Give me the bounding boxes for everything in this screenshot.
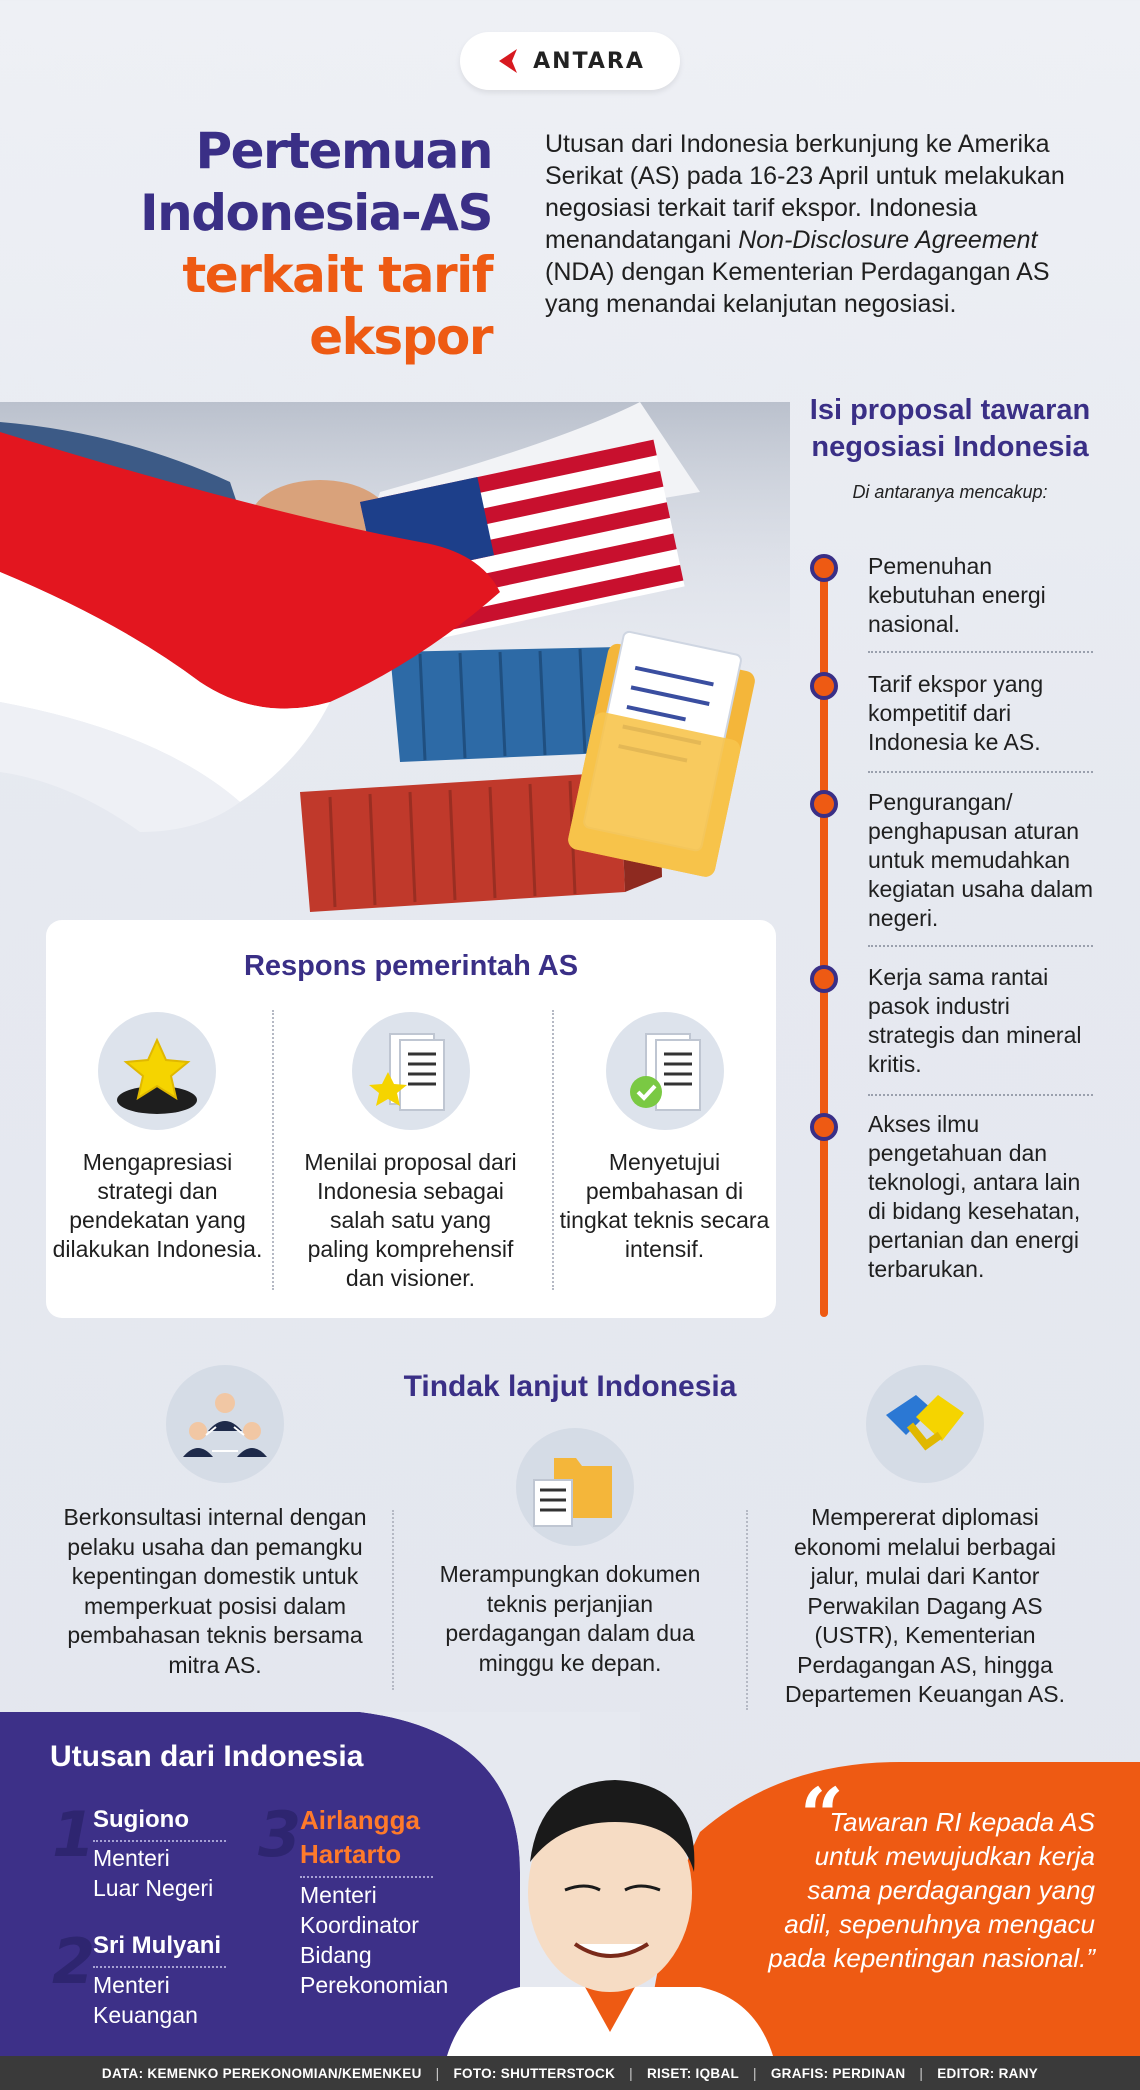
- proposal-item-4: Kerja sama rantai pasok industri strategis dan mineral kritis.: [868, 964, 1082, 1077]
- response-title: Respons pemerintah AS: [243, 950, 579, 982]
- credits-footer: [0, 2056, 1140, 2090]
- star-trophy-icon: [98, 1012, 216, 1130]
- delegate-divider: [93, 1966, 226, 1968]
- proposal-item-3: Pengurangan/ penghapusan aturan untuk memudahkan kegiatan usaha dalam negeri.: [868, 789, 1094, 931]
- delegate-role-line: Luar Negeri: [93, 1875, 214, 1901]
- followup-divider: [746, 1510, 748, 1710]
- delegate-name: Sugiono: [93, 1806, 189, 1833]
- response-text-1: Mengapresiasi strategi dan pendekatan yang dilakukan Indonesia.: [52, 1149, 263, 1262]
- credit-separator: |: [629, 2065, 633, 2081]
- proposal-divider: [868, 651, 1093, 653]
- proposal-subtitle: Di antaranya mencakup:: [852, 482, 1048, 502]
- delegate-divider: [93, 1840, 226, 1842]
- delegate-name: Hartarto: [300, 1839, 402, 1869]
- timeline-dot: [810, 1113, 838, 1141]
- proposal-item-1: Pemenuhan kebutuhan energi nasional.: [868, 553, 1046, 637]
- title-line-1: Pertemuan: [195, 122, 492, 180]
- proposal-divider: [868, 945, 1093, 947]
- response-divider: [552, 1010, 554, 1290]
- antara-wordmark: ANTARA: [533, 48, 645, 74]
- title-line-2: Indonesia-AS: [140, 184, 492, 242]
- intro-part-1: Utusan dari Indonesia berkunjung ke Amerika Serikat (AS) pada 16-23 April untuk melakukan negosiasi terkait tarif ekspor. Indonesia menandatangani: [545, 130, 1065, 254]
- delegate-number: 2: [52, 1925, 96, 1998]
- quote-text: Tawaran RI kepada AS untuk mewujudkan kerja sama perdagangan yang adil, sepenuhnya mengacu pada kepentingan nasional.”: [768, 1807, 1095, 1973]
- delegate-name: Airlangga: [300, 1805, 420, 1835]
- credit-separator: |: [919, 2065, 924, 2081]
- proposal-title: Isi proposal tawaran negosiasi Indonesia: [809, 394, 1091, 463]
- delegate-number: 1: [52, 1798, 96, 1871]
- handshake-icon: [866, 1365, 984, 1483]
- credit-grafis: GRAFIS: PERDINAN: [770, 2065, 906, 2081]
- quote-mark: “: [800, 1771, 844, 1860]
- document-check-icon: [606, 1012, 724, 1130]
- antara-logo: [460, 32, 680, 90]
- timeline-dot: [810, 672, 838, 700]
- people-meeting-icon: [166, 1365, 284, 1483]
- timeline-dot: [810, 554, 838, 582]
- delegate-role-line: Keuangan: [93, 2002, 198, 2028]
- title-line-4: ekspor: [309, 308, 492, 366]
- folder-documents-icon: [516, 1428, 634, 1546]
- followup-text-2: Merampungkan dokumen teknis perjanjian perdagangan dalam dua minggu ke depan.: [439, 1561, 701, 1676]
- hero-illustration: [0, 402, 790, 942]
- proposal-item-2: Tarif ekspor yang kompetitif dari Indonesia ke AS.: [868, 671, 1044, 755]
- credit-riset: RISET: IQBAL: [646, 2065, 740, 2081]
- delegate-role-line: Menteri: [93, 1845, 170, 1871]
- credit-separator: |: [753, 2065, 757, 2081]
- document-star-icon: [352, 1012, 470, 1130]
- page-title: [60, 120, 492, 368]
- proposal-divider: [868, 1094, 1093, 1096]
- credit-editor: EDITOR: RANY: [937, 2065, 1039, 2081]
- timeline-dot: [810, 790, 838, 818]
- delegate-role-line: Menteri: [300, 1882, 377, 1908]
- delegate-name: Sri Mulyani: [93, 1932, 222, 1959]
- antara-logo-icon: [495, 46, 525, 76]
- delegate-number: 3: [258, 1798, 302, 1871]
- credit-separator: |: [435, 2065, 440, 2081]
- response-text-3: Menyetujui pembahasan di tingkat teknis secara intensif.: [559, 1149, 770, 1262]
- proposal-divider: [868, 771, 1093, 773]
- credit-foto: FOTO: SHUTTERSTOCK: [453, 2065, 616, 2081]
- delegate-role-line: Bidang: [300, 1942, 372, 1968]
- intro-paragraph: [545, 128, 1065, 320]
- followup-divider: [392, 1510, 394, 1690]
- response-text-2: Menilai proposal dari Indonesia sebagai salah satu yang paling komprehensif dan visioner.: [304, 1149, 517, 1291]
- timeline-dot: [810, 965, 838, 993]
- credit-data: DATA: KEMENKO PEREKONOMIAN/KEMENKEU: [101, 2065, 422, 2081]
- proposal-item-5: Akses ilmu pengetahuan dan teknologi, antara lain di bidang kesehatan, pertanian dan energi terbarukan.: [868, 1111, 1081, 1282]
- followup-title: Tindak lanjut Indonesia: [403, 1370, 737, 1403]
- delegates-title: Utusan dari Indonesia: [50, 1740, 364, 1773]
- response-divider: [272, 1010, 274, 1290]
- followup-text-3: Mempererat diplomasi ekonomi melalui berbagai jalur, mulai dari Kantor Perwakilan Dagang AS (USTR), Kementerian Perdagangan AS, hingga Departemen Keuangan AS.: [784, 1504, 1066, 1707]
- followup-text-1: Berkonsultasi internal dengan pelaku usaha dan pemangku kepentingan domestik untuk memperkuat posisi dalam pembahasan teknis bersama mitra AS.: [63, 1504, 367, 1678]
- title-line-3: terkait tarif: [182, 246, 492, 304]
- delegate-role-line: Koordinator: [300, 1912, 419, 1938]
- delegate-role-line: Perekonomian: [300, 1972, 449, 1998]
- intro-italic: Non-Disclosure Agreement: [738, 226, 1038, 254]
- delegate-role-line: Menteri: [93, 1972, 170, 1998]
- delegate-divider: [300, 1876, 433, 1878]
- intro-part-2: (NDA) dengan Kementerian Perdagangan AS yang menandai kelanjutan negosiasi.: [545, 258, 1050, 318]
